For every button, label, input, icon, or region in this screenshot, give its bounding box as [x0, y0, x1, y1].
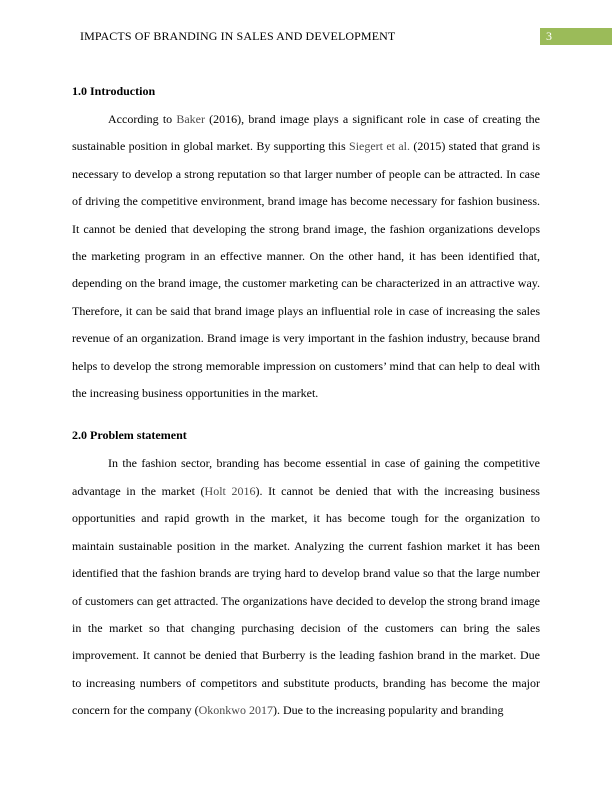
document-body	[72, 76, 540, 725]
paragraph-text: ). Due to the increasing popularity and branding	[272, 703, 504, 718]
paragraph-text: According to	[108, 112, 177, 126]
citation-holt: Holt 2016	[204, 483, 256, 498]
introduction-paragraph	[72, 106, 540, 407]
page-number-box	[540, 28, 612, 45]
paragraph-text: ). It cannot be denied that with the increasing business opportunities and rapid growth in the market, it has become tough for the organization to maintain sustainable position in the market. Analyzing the current fashion market it has been identified that the fashion brands are trying hard to develop brand value so that the large number of customers can get attracted. The organizations have decided to develop the strong brand image in the market so that changing purchasing decision of the customers can bring the sales improvement. It cannot be denied that Burberry is the leading fashion brand in the market. Due to increasing numbers of competitors and substitute products, branding has become the major concern for the company (	[72, 483, 540, 718]
citation-okonkwo: Okonkwo 2017	[198, 703, 273, 718]
citation-baker: Baker	[176, 112, 205, 126]
header-title: IMPACTS OF BRANDING IN SALES AND DEVELOPMENT	[80, 29, 396, 43]
paragraph-text: (2016), brand image plays a significant role in case of creating the sustainable position in global market. By supporting this	[72, 112, 540, 154]
paragraph-text: (2015) stated that grand is necessary to develop a strong reputation so that larger number of people can be attracted. In case of driving the competitive environment, brand image has become necessary for fashion business. It cannot be denied that developing the strong brand image, the fashion organizations develops the marketing program in an effective manner. On the other hand, it has been identified that, depending on the brand image, the customer marketing can be characterized in an attractive way. Therefore, it can be said that brand image plays an influential role in case of increasing the sales revenue of an organization. Brand image is very important in the fashion industry, because brand helps to develop the strong memorable impression on customers’ mind that can help to deal with the increasing business opportunities in the market.	[72, 139, 541, 401]
citation-siegert: Siegert et al.	[349, 139, 411, 154]
section-spacer	[72, 407, 540, 420]
problem-statement-paragraph	[72, 450, 540, 724]
section-heading-problem-statement: 2.0 Problem statement	[72, 428, 187, 443]
paragraph-text: In the fashion sector, branding has become essential in case of gaining the competitive advantage in the market (	[72, 456, 540, 498]
page-number: 3	[546, 29, 552, 43]
page-header	[0, 28, 612, 46]
section-heading-introduction: 1.0 Introduction	[72, 84, 156, 98]
